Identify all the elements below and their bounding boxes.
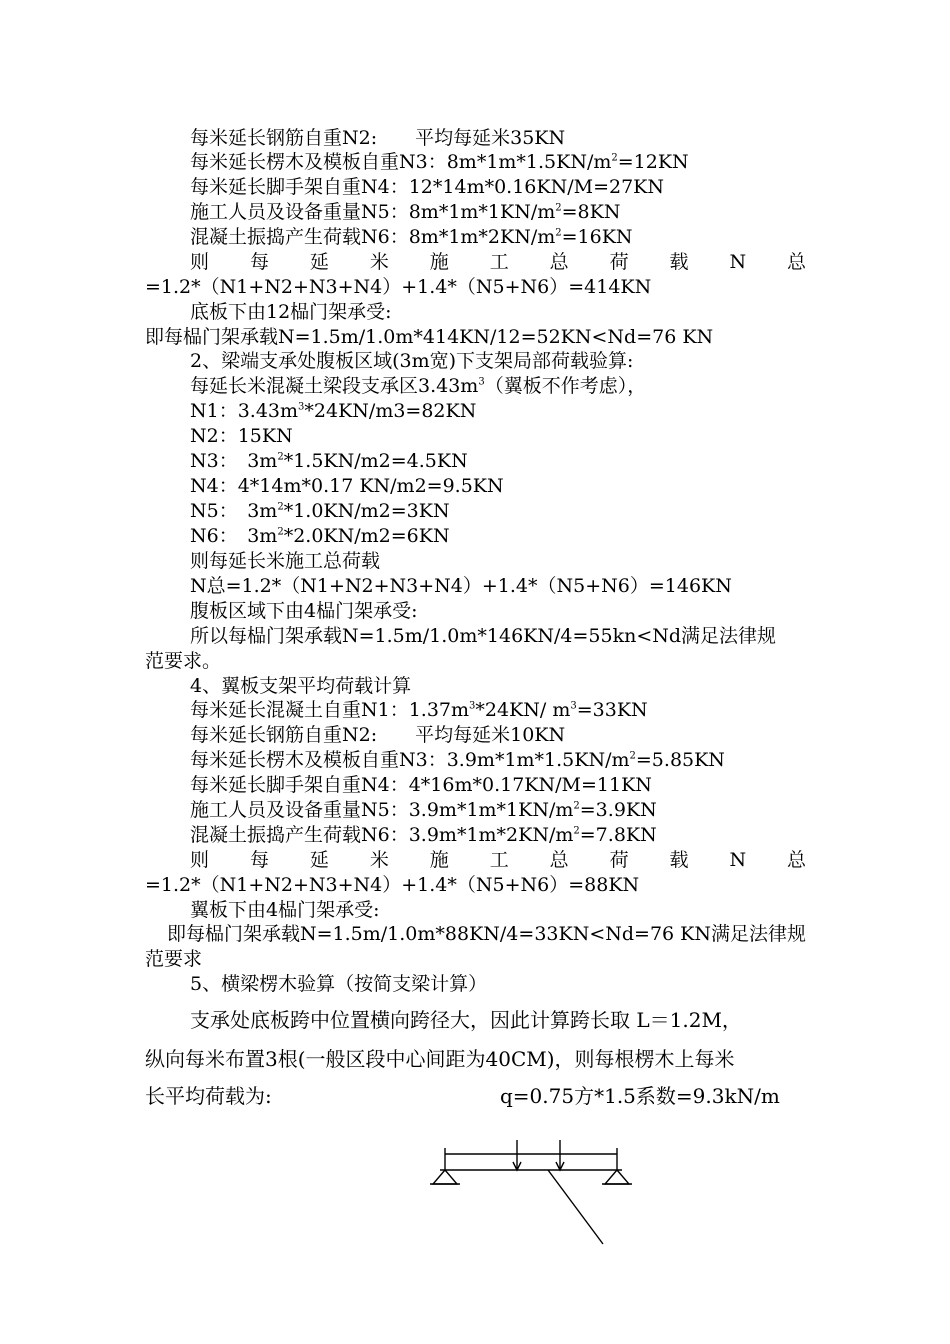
line-n3: N3： $3m^2*1.5KN/m2=4.5KN$ xyxy=(190,450,468,472)
line-support-volume: 每延长米混凝土梁段支承区$3.43m^3$（翼板不作考虑）， xyxy=(190,375,647,397)
line-wing-n4: 每米延长脚手架自重N4：4*16m*0.17KN/M=11KN xyxy=(190,774,652,796)
section-5-heading: 5、横梁楞木验算（按简支梁计算） xyxy=(190,973,488,995)
line-span-layout: 纵向每米布置3根(一般区段中心间距为40CM)，则每根楞木上每米 xyxy=(145,1047,735,1071)
line-total-formula-2: N总=1.2*（N1+N2+N3+N4）+1.4*（N5+N6）=146KN xyxy=(190,575,732,597)
leader-line xyxy=(548,1170,603,1244)
line-total-load-justified: 则 每 延 米 施 工 总 荷 载 N 总 xyxy=(190,251,806,273)
line-frame-capacity: 即每榀门架承载N=1.5m/1.0m*414KN/12=52KN<Nd=76 KN xyxy=(145,326,714,348)
line-n4-scaffold: 每米延长脚手架自重N4：12*14m*0.16KN/M=27KN xyxy=(190,176,664,198)
line-wing-frame-capacity-cont: 范要求 xyxy=(145,948,203,970)
line-wing-n2: 每米延长钢筋自重N2: 平均每延米10KN xyxy=(190,724,566,746)
simply-supported-beam-diagram xyxy=(420,1140,640,1250)
line-web-frames: 腹板区域下由4榀门架承受: xyxy=(190,600,418,622)
line-n5-workers: 施工人员及设备重量N5：$8m*1m*1KN/m^2=8KN$ xyxy=(190,201,621,223)
line-n6-vibration: 混凝土振捣产生荷载N6：$8m*1m*2KN/m^2=16KN$ xyxy=(190,226,633,248)
left-support-icon xyxy=(433,1170,457,1184)
line-n2: N2：15KN xyxy=(190,425,293,447)
line-n1: N1：$3.43m^3*24KN/m3=82KN$ xyxy=(190,400,477,422)
line-wing-n5: 施工人员及设备重量N5：$3.9m*1m*1KN/m^2=3.9KN$ xyxy=(190,799,657,821)
line-wing-n3: 每米延长楞木及模板自重N3：$3.9m*1m*1.5KN/m^2=5.85KN$ xyxy=(190,749,725,771)
line-wing-frame-capacity: 即每榀门架承载N=1.5m/1.0m*88KN/4=33KN<Nd=76 KN满足法律规 xyxy=(167,923,806,945)
line-web-frame-capacity-cont: 范要求。 xyxy=(145,650,222,672)
line-n5: N5： $3m^2*1.0KN/m2=3KN$ xyxy=(190,500,450,522)
right-support-icon xyxy=(605,1170,629,1184)
line-web-frame-capacity: 所以每榀门架承载N=1.5m/1.0m*146KN/4=55kn<Nd满足法律规 xyxy=(190,625,777,647)
line-wing-total-formula: =1.2*（N1+N2+N3+N4）+1.4*（N5+N6）=88KN xyxy=(145,874,640,896)
line-total-formula: =1.2*（N1+N2+N3+N4）+1.4*（N5+N6）=414KN xyxy=(145,276,652,298)
line-avg-load-formula: q=0.75方*1.5系数=9.3kN/m xyxy=(500,1084,780,1108)
line-n6: N6： $3m^2*2.0KN/m2=6KN$ xyxy=(190,525,450,547)
line-avg-load-label: 长平均荷载为: xyxy=(145,1084,272,1108)
line-span-description: 支承处底板跨中位置横向跨径大，因此计算跨长取 L＝1.2M， xyxy=(190,1008,742,1032)
line-total-load-label: 则每延长米施工总荷载 xyxy=(190,550,381,572)
line-wing-frames: 翼板下由4榀门架承受: xyxy=(190,899,380,921)
line-n4: N4：4*14m*0.17 KN/m2=9.5KN xyxy=(190,475,504,497)
line-bottom-plate-frames: 底板下由12榀门架承受: xyxy=(190,301,392,323)
line-n2-steel: 每米延长钢筋自重N2: 平均每延米35KN xyxy=(190,127,566,149)
line-wing-n1: 每米延长混凝土自重N1：$1.37m^3*24KN/$ $m^3=33KN$ xyxy=(190,699,648,721)
section-2-heading: 2、梁端支承处腹板区域(3m宽)下支架局部荷载验算: xyxy=(190,350,634,372)
section-4-heading: 4、翼板支架平均荷载计算 xyxy=(190,675,412,697)
line-n3-formwork: 每米延长楞木及模板自重N3：$8m*1m*1.5KN/m^2=12KN$ xyxy=(190,151,689,173)
line-wing-total-justified: 则 每 延 米 施 工 总 荷 载 N 总 xyxy=(190,849,806,871)
line-wing-n6: 混凝土振捣产生荷载N6：$3.9m*1m*2KN/m^2=7.8KN$ xyxy=(190,824,657,846)
